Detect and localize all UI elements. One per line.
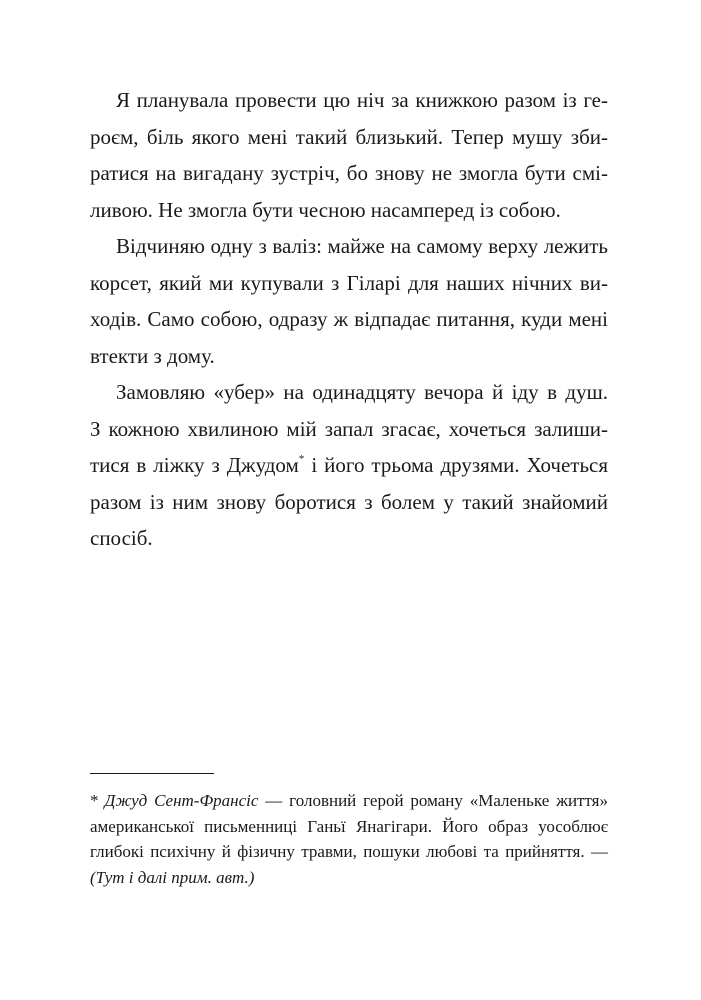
footnote-line xyxy=(90,788,608,814)
footnote-reference-mark[interactable]: * xyxy=(298,453,305,465)
text-line: Відчиняю одну з валіз: майже на самому верху лежить xyxy=(116,234,608,258)
text-line: ливою. Не змогла бути чесною насамперед із собою. xyxy=(90,197,561,222)
text-line: разом із ним знову боротися з болем у такий знайомий xyxy=(90,489,608,514)
text-line: роєм, біль якого мені такий близький. Тепер мушу зби- xyxy=(90,124,608,149)
main-text xyxy=(90,82,608,557)
text-line-with-footnote-ref xyxy=(90,447,608,484)
footnote-text: — головний герой роману «Маленьке життя» xyxy=(258,791,608,810)
footnote-marker: * xyxy=(90,791,99,810)
footnote-line xyxy=(90,865,608,891)
footnote xyxy=(90,788,608,890)
text-line: ратися на вигадану зустріч, бо знову не змогла бути смі- xyxy=(90,161,608,185)
footnote-note: (Тут і далі прим. авт.) xyxy=(90,867,255,887)
footnote-separator xyxy=(90,773,214,774)
footnote-line: американської письменниці Ганьї Янагігари. Його образ уособлює xyxy=(90,816,608,836)
footnote-name: Джуд Сент-Франсіс xyxy=(104,791,259,810)
text-fragment: і його трьома друзями. Хочеться xyxy=(311,453,609,477)
text-line: Замовляю «убер» на одинадцяту вечора й іду в душ. xyxy=(116,380,608,404)
text-line: З кожною хвилиною мій запал згасає, хочеться залиши- xyxy=(90,416,608,441)
text-line: Я планувала провести цю ніч за книжкою разом із ге- xyxy=(116,88,608,112)
footnote-line: глибокі психічну й фізичну травми, пошуки любові та прийняття. — xyxy=(90,842,608,861)
text-line: спосіб. xyxy=(90,526,153,550)
text-line: корсет, який ми купували з Гіларі для наших нічних ви- xyxy=(90,270,608,295)
text-fragment: тися в ліжку з Джудом xyxy=(90,453,299,477)
text-line: втекти з дому. xyxy=(90,343,215,368)
text-line: ходів. Само собою, одразу ж відпадає питання, куди мені xyxy=(90,307,608,331)
